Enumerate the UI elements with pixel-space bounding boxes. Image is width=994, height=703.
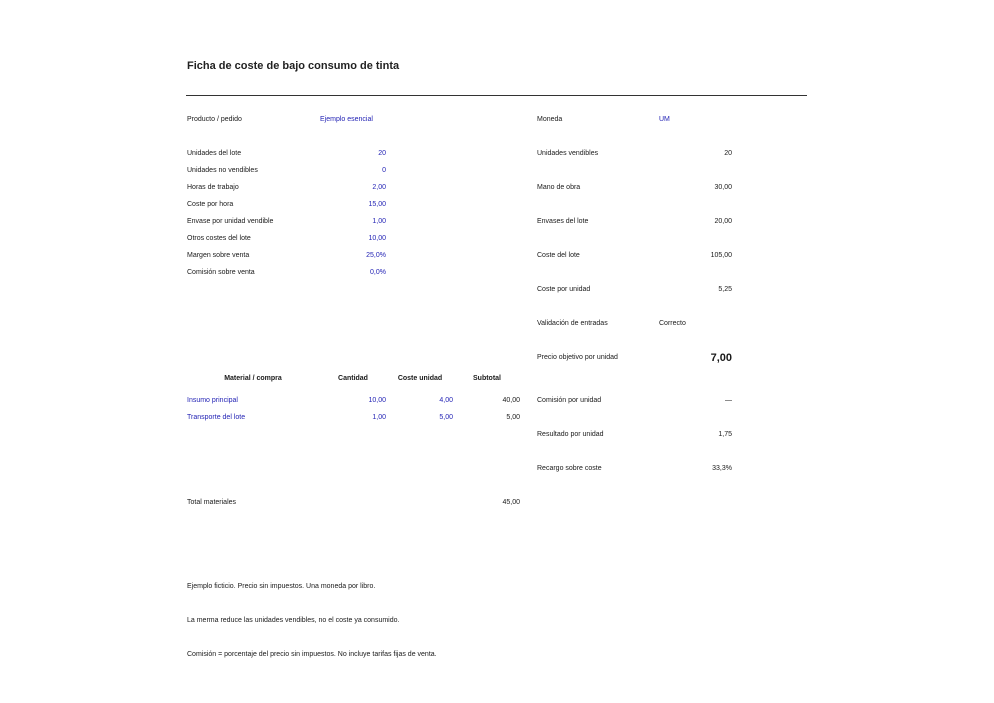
unidades-lote-input[interactable]: 20 xyxy=(378,150,386,157)
validacion-status: Correcto xyxy=(659,320,686,327)
material-name[interactable]: Transporte del lote xyxy=(187,414,246,421)
sheet-title: Ficha de coste de bajo consumo de tinta xyxy=(187,60,400,72)
note-2: La merma reduce las unidades vendibles, no el coste ya consumido. xyxy=(187,617,400,624)
recargo-value: 33,3% xyxy=(712,465,732,472)
envase-label: Envase por unidad vendible xyxy=(187,218,274,225)
envase-input[interactable]: 1,00 xyxy=(372,218,386,225)
comision-input[interactable]: 0,0% xyxy=(370,269,386,276)
mano-obra-value: 30,00 xyxy=(714,184,732,191)
unidades-lote-label: Unidades del lote xyxy=(187,150,242,157)
material-qty[interactable]: 1,00 xyxy=(372,414,386,421)
resultado-value: 1,75 xyxy=(718,431,732,438)
producto-input[interactable]: Ejemplo esencial xyxy=(320,116,373,123)
precio-objetivo-value: 7,00 xyxy=(710,352,732,364)
margen-label: Margen sobre venta xyxy=(187,252,250,259)
precio-objetivo-label: Precio objetivo por unidad xyxy=(537,354,618,361)
producto-label: Producto / pedido xyxy=(187,116,242,123)
comision-label: Comisión sobre venta xyxy=(187,269,255,276)
material-subtotal: 5,00 xyxy=(506,414,520,421)
total-materiales-value: 45,00 xyxy=(502,499,520,506)
moneda-label: Moneda xyxy=(537,116,563,123)
material-qty[interactable]: 10,00 xyxy=(368,397,386,404)
note-1: Ejemplo ficticio. Precio sin impuestos. Una moneda por libro. xyxy=(187,583,376,590)
title-divider xyxy=(186,95,807,96)
recargo-label: Recargo sobre coste xyxy=(537,465,602,472)
moneda-input[interactable]: UM xyxy=(659,116,670,123)
coste-lote-label: Coste del lote xyxy=(537,252,580,259)
col-header-subtotal: Subtotal xyxy=(473,375,501,382)
coste-unidad-value: 5,25 xyxy=(718,286,732,293)
horas-input[interactable]: 2,00 xyxy=(372,184,386,191)
horas-label: Horas de trabajo xyxy=(187,184,239,191)
coste-unidad-label: Coste por unidad xyxy=(537,286,591,293)
note-3: Comisión = porcentaje del precio sin impuestos. No incluye tarifas fijas de venta. xyxy=(187,651,437,658)
comision-unidad-value: — xyxy=(725,397,732,404)
comision-unidad-label: Comisión por unidad xyxy=(537,397,602,404)
resultado-label: Resultado por unidad xyxy=(537,431,604,438)
total-materiales-label: Total materiales xyxy=(187,499,237,506)
envases-lote-label: Envases del lote xyxy=(537,218,589,225)
envases-lote-value: 20,00 xyxy=(714,218,732,225)
vendibles-label: Unidades vendibles xyxy=(537,150,599,157)
no-vendibles-input[interactable]: 0 xyxy=(382,167,386,174)
col-header-material: Material / compra xyxy=(224,375,282,382)
material-unit-cost[interactable]: 5,00 xyxy=(439,414,453,421)
col-header-cantidad: Cantidad xyxy=(338,375,368,382)
col-header-coste-unidad: Coste unidad xyxy=(397,375,443,382)
margen-input[interactable]: 25,0% xyxy=(366,252,386,259)
no-vendibles-label: Unidades no vendibles xyxy=(187,167,258,174)
coste-lote-value: 105,00 xyxy=(710,252,732,259)
material-name[interactable]: Insumo principal xyxy=(187,397,238,404)
vendibles-value: 20 xyxy=(724,150,732,157)
otros-input[interactable]: 10,00 xyxy=(368,235,386,242)
validacion-label: Validación de entradas xyxy=(537,320,608,327)
coste-hora-input[interactable]: 15,00 xyxy=(368,201,386,208)
material-unit-cost[interactable]: 4,00 xyxy=(439,397,453,404)
material-subtotal: 40,00 xyxy=(502,397,520,404)
otros-label: Otros costes del lote xyxy=(187,235,251,242)
mano-obra-label: Mano de obra xyxy=(537,184,581,191)
coste-hora-label: Coste por hora xyxy=(187,201,234,208)
